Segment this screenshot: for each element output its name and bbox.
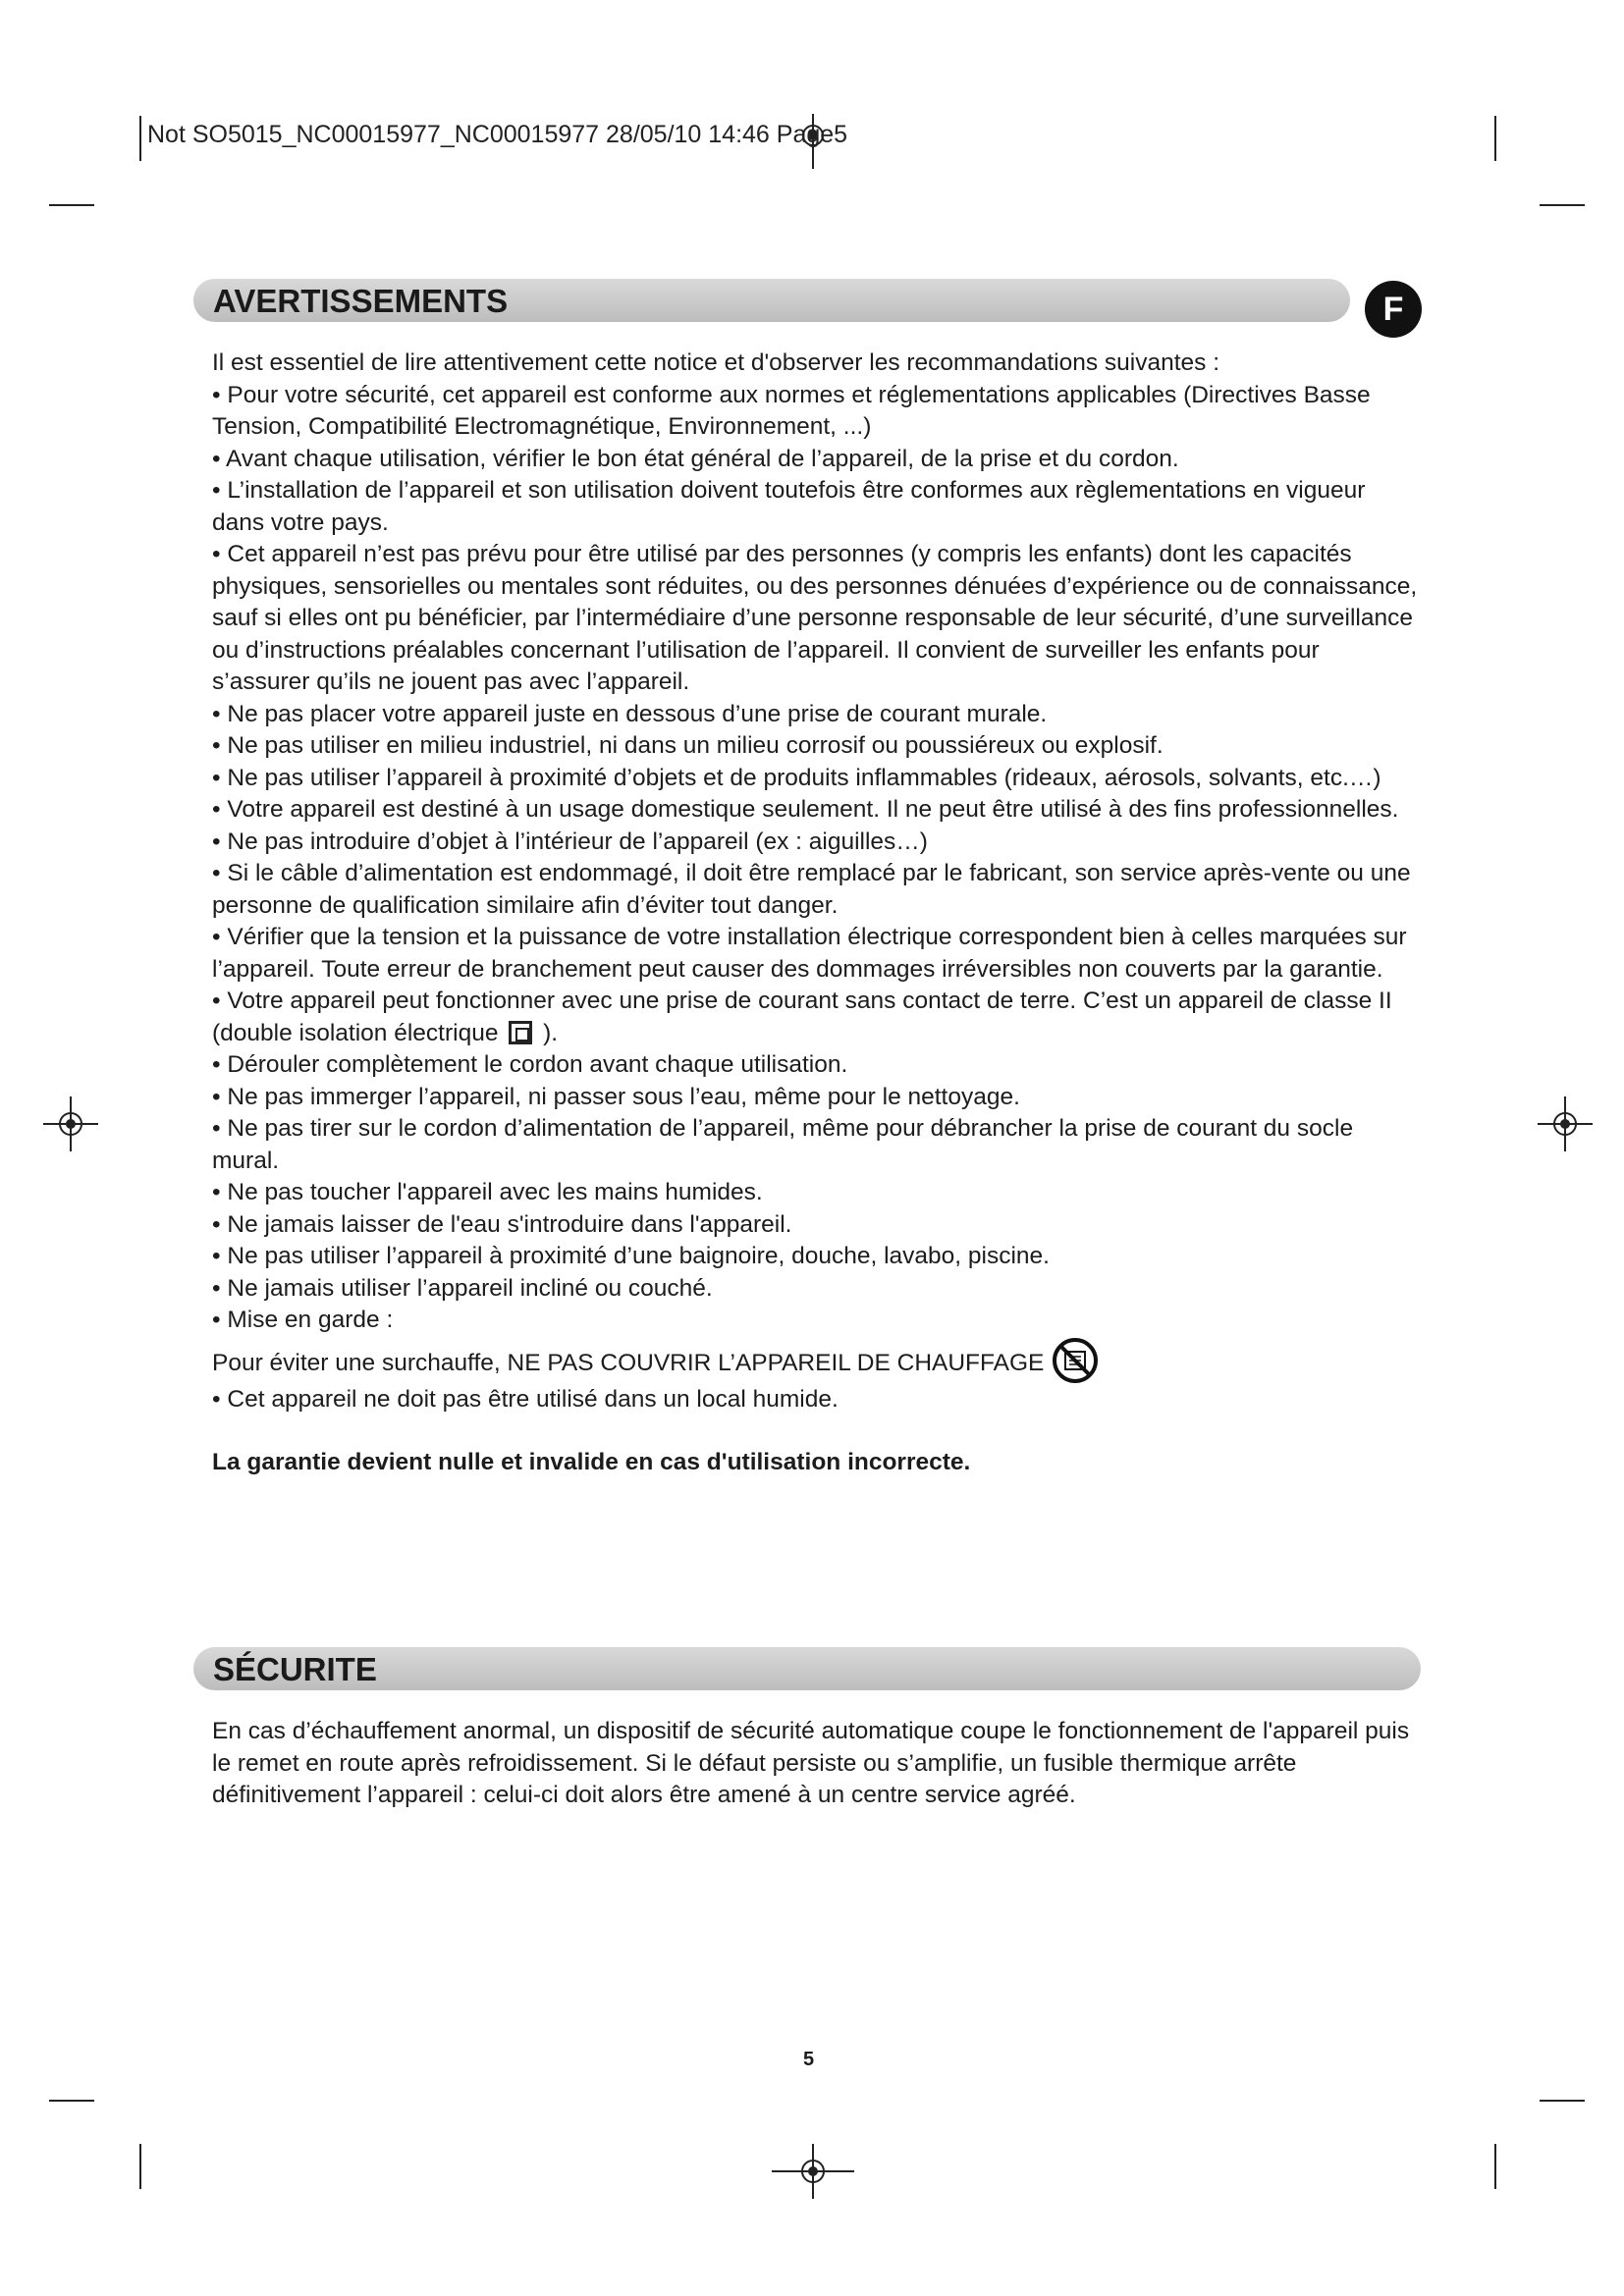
list-item: • Votre appareil est destiné à un usage domestique seulement. Il ne peut être utilisé à des fins professionnelles.	[212, 796, 1399, 823]
list-item: • Ne pas toucher l'appareil avec les mains humides.	[212, 1179, 763, 1205]
section-title: AVERTISSEMENTS	[213, 283, 509, 319]
list-item: • Dérouler complètement le cordon avant chaque utilisation.	[212, 1051, 848, 1078]
crop-mark-top-right-v	[1494, 116, 1496, 161]
page-number: 5	[803, 2049, 815, 2070]
list-item: • Vérifier que la tension et la puissance de votre installation électrique correspondent bien à celles marquées sur l’appareil. Toute erreur de branchement peut causer des dommages irréversibles non couverts par la garantie.	[212, 924, 1407, 983]
crop-mark-top-right-h	[1540, 204, 1585, 206]
overheat-text: Pour éviter une surchauffe, NE PAS COUVRIR L’APPAREIL DE CHAUFFAGE	[212, 1349, 1045, 1376]
class-ii-suffix: ).	[543, 1019, 559, 1046]
section-title: SÉCURITE	[213, 1651, 377, 1687]
list-item: • Ne pas immerger l’appareil, ni passer sous l’eau, même pour le nettoyage.	[212, 1083, 1020, 1110]
print-slug: Not SO5015_NC00015977_NC00015977 28/05/10 14:46 Page5	[147, 121, 848, 148]
overheat-warning	[212, 1337, 1420, 1384]
section-header-avertissements	[193, 279, 1350, 322]
language-badge: F	[1365, 281, 1422, 338]
list-item: • Pour votre sécurité, cet appareil est conforme aux normes et réglementations applicables (Directives Basse Tension, Compatibilité Electromagnétique, Environnement, ...)	[212, 381, 1371, 440]
crop-mark-bottom-right-v	[1494, 2144, 1496, 2189]
list-item: • Ne pas utiliser l’appareil à proximité d’objets et de produits inflammables (rideaux, aérosols, solvants, etc.…)	[212, 764, 1381, 791]
crop-mark-bottom-left-v	[139, 2144, 141, 2189]
list-item: • Ne pas tirer sur le cordon d’alimentation de l’appareil, même pour débrancher la prise de courant du socle mural.	[212, 1115, 1354, 1174]
do-not-cover-icon	[1052, 1337, 1099, 1384]
registration-mark-bottom-icon	[772, 2144, 854, 2199]
list-item: • Mise en garde :	[212, 1307, 394, 1333]
warnings-body	[212, 347, 1420, 1479]
list-item: • Ne jamais laisser de l'eau s'introduire dans l'appareil.	[212, 1210, 792, 1238]
list-item: • Ne pas placer votre appareil juste en dessous d’une prise de courant murale.	[212, 700, 1048, 727]
class-ii-text: • Votre appareil peut fonctionner avec une prise de courant sans contact de terre. C’est un appareil de classe II (double isolation électrique	[212, 988, 1392, 1046]
paragraph: Il est essentiel de lire attentivement cette notice et d'observer les recommandations suivantes :	[212, 349, 1220, 376]
paragraph: En cas d’échauffement anormal, un dispositif de sécurité automatique coupe le fonctionnement de l'appareil puis le remet en route après refroidissement. Si le défaut persiste ou s’amplifie, un fusible thermique arrête définitivement l’appareil : celui-ci doit alors être amené à un centre service agréé.	[212, 1718, 1410, 1808]
crop-mark-bottom-right-h	[1540, 2100, 1585, 2102]
list-item: • L’installation de l’appareil et son utilisation doivent toutefois être conformes aux règlementations en vigueur dans votre pays.	[212, 477, 1366, 536]
registration-mark-right-icon	[1538, 1096, 1593, 1151]
security-body	[212, 1716, 1420, 1812]
list-item: • Ne pas utiliser en milieu industriel, ni dans un milieu corrosif ou poussiéreux ou explosif.	[212, 732, 1164, 759]
list-item: • Ne pas introduire d’objet à l’intérieur de l’appareil (ex : aiguilles…)	[212, 828, 928, 855]
list-item: • Cet appareil n’est pas prévu pour être utilisé par des personnes (y compris les enfants) dont les capacités physiques, sensorielles ou mentales sont réduites, ou des personnes dénuées d’expérience ou de connaissance, sauf si elles ont pu bénéficier, par l’intermédiaire d’une personne responsable de leur sécurité, d’une surveillance ou d’instructions préalables concernant l’utilisation de l’appareil. Il convient de surveiller les enfants pour s’assurer qu’ils ne jouent pas avec l’appareil.	[212, 541, 1418, 695]
list-item: • Si le câble d’alimentation est endommagé, il doit être remplacé par le fabricant, son service après-vente ou une personne de qualification similaire afin d’éviter tout danger.	[212, 860, 1411, 919]
crop-mark-bottom-left-h	[49, 2100, 94, 2102]
registration-mark-left-icon	[43, 1096, 98, 1151]
warranty-notice: La garantie devient nulle et invalide en cas d'utilisation incorrecte.	[212, 1449, 971, 1475]
crop-mark-top-left-v	[139, 116, 141, 161]
section-header-securite	[193, 1647, 1421, 1690]
list-item: • Cet appareil ne doit pas être utilisé dans un local humide.	[212, 1385, 839, 1413]
list-item: • Avant chaque utilisation, vérifier le bon état général de l’appareil, de la prise et du cordon.	[212, 445, 1179, 472]
list-item-class-ii	[212, 986, 1420, 1049]
list-item: • Ne pas utiliser l’appareil à proximité d’une baignoire, douche, lavabo, piscine.	[212, 1243, 1050, 1269]
double-insulation-icon	[509, 1021, 532, 1044]
crop-mark-top-left-h	[49, 204, 94, 206]
list-item: • Ne jamais utiliser l’appareil incliné ou couché.	[212, 1274, 713, 1302]
